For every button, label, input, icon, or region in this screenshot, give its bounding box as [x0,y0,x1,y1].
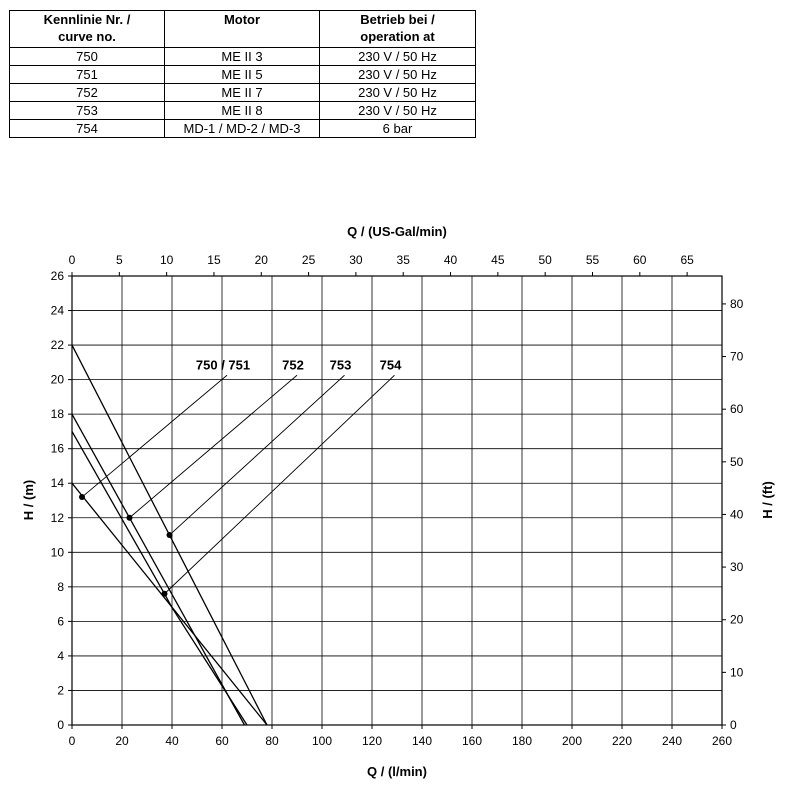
x2-tick-label: 30 [349,253,363,267]
header-curve-no-line1: Kennlinie Nr. / [43,12,131,27]
y-tick-label: 12 [50,510,64,525]
x2-tick-label: 65 [680,253,694,267]
y-tick-label: 16 [50,441,64,456]
y-tick-label: 10 [50,545,64,560]
x-tick-label: 260 [711,734,733,748]
cell-motor: MD-1 / MD-2 / MD-3 [165,120,320,138]
x2-tick-label: 25 [301,253,316,267]
cell-curve-no: 753 [10,102,165,120]
axis-ticks [51,253,744,748]
x-tick-label: 20 [115,734,129,748]
x-tick-label: 200 [561,734,583,748]
y2-tick-label: 50 [730,454,744,469]
y2-tick-label: 60 [730,402,744,417]
y-tick-label: 14 [50,476,64,491]
callout-label-754: 754 [379,357,402,373]
x-tick-label: 160 [461,734,483,748]
cell-motor: ME II 3 [165,48,320,66]
x-tick-label: 80 [265,734,279,748]
right-axis-title: H / (ft) [760,481,775,519]
y-tick-label: 0 [57,718,64,732]
x2-tick-label: 15 [207,253,221,267]
callout-leader-750-751 [82,375,227,497]
left-axis-title: H / (m) [21,479,36,521]
bottom-axis-title: Q / (l/min) [367,764,427,779]
y-tick-label: 26 [50,269,64,283]
x2-tick-label: 20 [254,253,268,267]
x-tick-label: 240 [661,734,683,748]
x-tick-label: 0 [68,734,76,748]
x2-tick-label: 40 [443,253,458,267]
y2-tick-label: 30 [730,560,744,575]
cell-operation: 230 V / 50 Hz [320,66,476,84]
cell-operation: 230 V / 50 Hz [320,84,476,102]
callout-label-752: 752 [282,357,304,373]
series-lines [72,345,267,725]
series-callouts [82,357,402,594]
x2-tick-label: 5 [115,253,123,267]
series-line-752 [72,414,245,725]
y-tick-label: 18 [50,407,64,422]
x-tick-label: 180 [511,734,533,748]
x2-tick-label: 35 [396,253,410,267]
header-operation-line1: Betrieb bei / [360,12,435,27]
cell-operation: 6 bar [320,120,476,138]
x2-tick-label: 60 [633,253,647,267]
cell-curve-no: 751 [10,66,165,84]
x-tick-label: 60 [215,734,229,748]
y2-tick-label: 80 [730,296,744,311]
header-curve-no-line2: curve no. [58,29,116,44]
cell-operation: 230 V / 50 Hz [320,48,476,66]
y-tick-label: 20 [50,372,64,387]
y-tick-label: 22 [50,338,64,353]
cell-motor: ME II 7 [165,84,320,102]
x-tick-label: 220 [611,734,633,748]
grid [72,276,722,725]
cell-curve-no: 754 [10,120,165,138]
cell-motor: ME II 5 [165,66,320,84]
callout-label-753: 753 [329,357,352,373]
header-operation-line2: operation at [360,29,435,44]
y2-tick-label: 20 [730,612,744,627]
callout-leader-754 [165,375,395,594]
y-tick-label: 6 [57,614,64,629]
x2-tick-label: 50 [538,253,552,267]
callout-label-750-751: 750 / 751 [195,357,251,373]
x-tick-label: 120 [361,734,383,748]
cell-motor: ME II 8 [165,102,320,120]
x2-tick-label: 0 [68,253,76,267]
x-tick-label: 100 [311,734,333,748]
cell-operation: 230 V / 50 Hz [320,102,476,120]
header-motor-line1: Motor [223,12,261,27]
y-tick-label: 24 [50,303,64,318]
x-tick-label: 40 [165,734,179,748]
callout-leader-753 [170,375,345,535]
y-tick-label: 8 [57,579,64,594]
x-tick-label: 140 [411,734,433,748]
x2-tick-label: 55 [585,253,600,267]
y-tick-label: 4 [57,648,64,663]
cell-curve-no: 750 [10,48,165,66]
top-axis-title: Q / (US-Gal/min) [347,224,447,239]
y2-tick-label: 0 [730,718,737,732]
x2-tick-label: 45 [491,253,505,267]
x2-tick-label: 10 [159,253,174,267]
y-tick-label: 2 [57,683,64,698]
y2-tick-label: 10 [730,665,744,680]
cell-curve-no: 752 [10,84,165,102]
y2-tick-label: 40 [730,507,744,522]
y2-tick-label: 70 [730,349,744,364]
plot-frame [72,276,722,725]
